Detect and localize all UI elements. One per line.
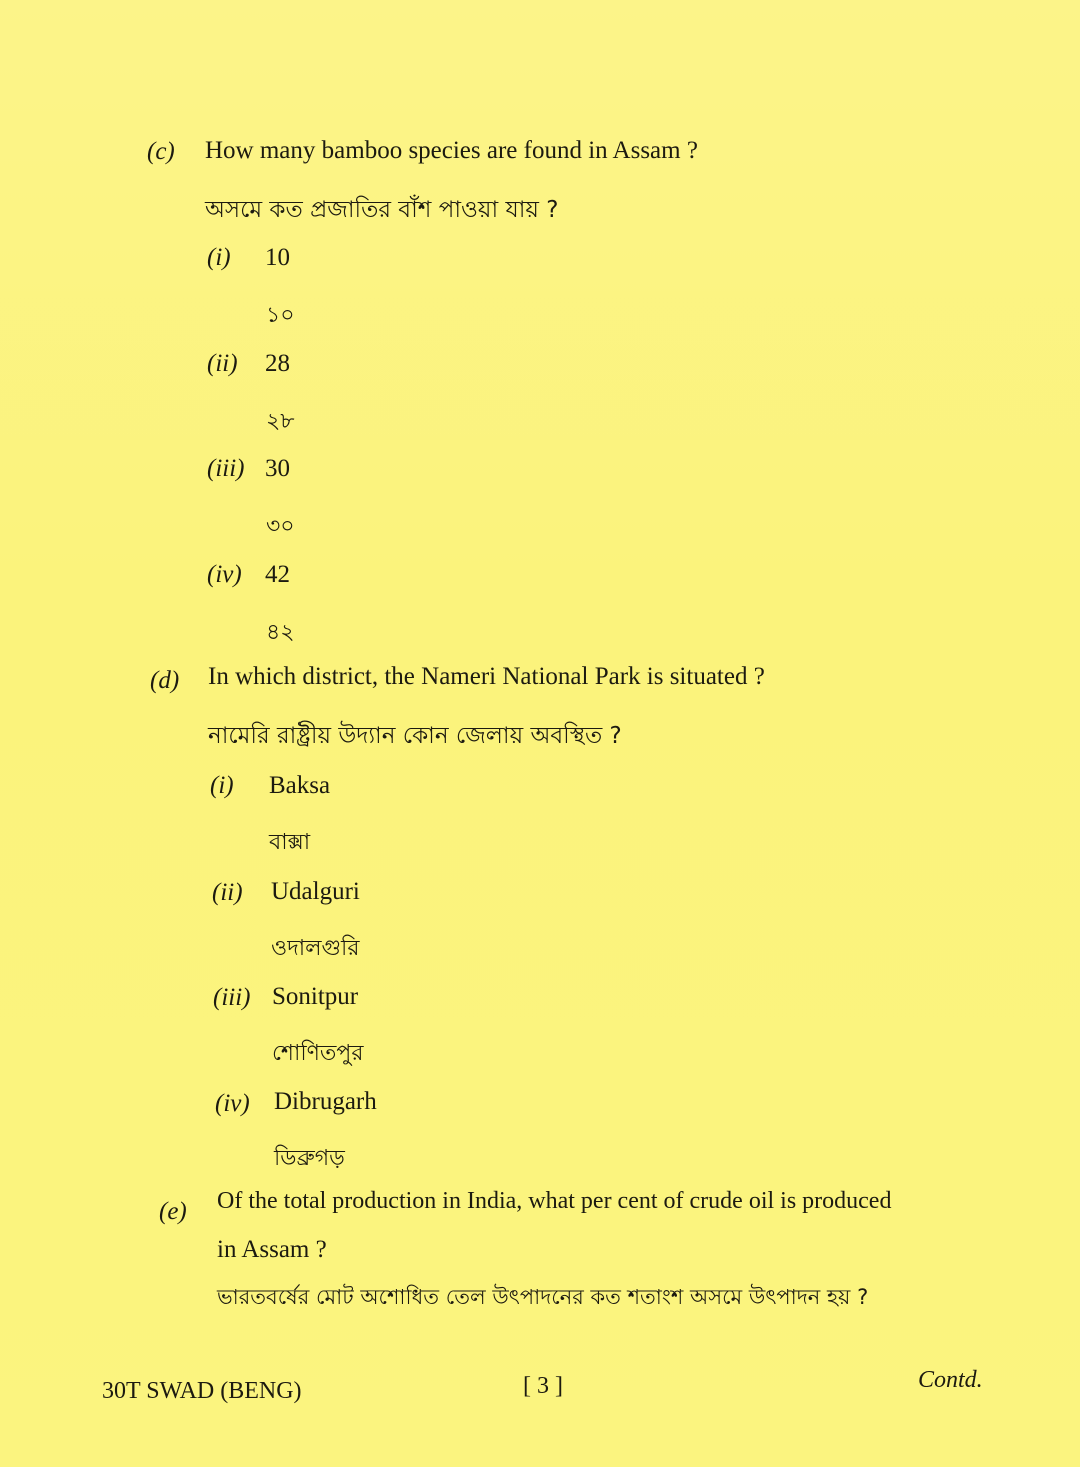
question-d-label: (d) <box>150 667 180 694</box>
option-text-bn: শোণিতপুর <box>272 1041 364 1066</box>
option-text-bn: ২৮ <box>266 409 295 434</box>
question-e-text-bn: ভারতবর্ষের মোট অশোধিত তেল উৎপাদনের কত শতাংশ অসমে উৎপাদন হয় ? <box>217 1285 869 1309</box>
option-label: (ii) <box>212 879 243 906</box>
option-text-en: 30 <box>265 455 290 482</box>
continued-label: Contd. <box>918 1367 983 1393</box>
question-c-text-en: How many bamboo species are found in Assam ? <box>205 137 698 164</box>
question-e-text-en-line2: in Assam ? <box>217 1236 327 1263</box>
option-label: (i) <box>207 244 231 271</box>
option-label: (i) <box>210 772 234 799</box>
option-text-bn: বাক্সা <box>269 830 311 855</box>
option-text-en: 10 <box>265 244 290 271</box>
question-c-label: (c) <box>147 138 175 165</box>
option-text-en: Baksa <box>269 772 331 799</box>
option-text-bn: ওদালগুরি <box>271 936 360 961</box>
question-c-text-bn: অসমে কত প্রজাতির বাঁশ পাওয়া যায় ? <box>205 197 559 223</box>
option-text-en: Udalguri <box>271 878 360 905</box>
page-number: [ 3 ] <box>523 1373 563 1399</box>
option-text-bn: ডিব্রুগড় <box>274 1146 345 1171</box>
option-text-bn: ৪২ <box>266 620 295 645</box>
question-e-text-en-line1: Of the total production in India, what per cent of crude oil is produced <box>217 1188 892 1214</box>
option-text-en: Dibrugarh <box>274 1088 377 1115</box>
option-text-bn: ৩০ <box>266 514 295 539</box>
option-label: (ii) <box>207 350 238 377</box>
option-label: (iii) <box>207 455 245 482</box>
option-label: (iv) <box>215 1090 250 1117</box>
option-text-en: 28 <box>265 350 290 377</box>
option-text-bn: ১০ <box>266 303 295 328</box>
option-label: (iii) <box>213 984 251 1011</box>
question-d-text-bn: নামেরি রাষ্ট্রীয় উদ্যান কোন জেলায় অবস্থিত ? <box>208 723 622 749</box>
option-text-en: 42 <box>265 561 290 588</box>
question-d-text-en: In which district, the Nameri National Park is situated ? <box>208 663 765 690</box>
paper-code: 30T SWAD (BENG) <box>102 1378 302 1404</box>
option-text-en: Sonitpur <box>272 983 359 1010</box>
question-e-label: (e) <box>159 1198 187 1225</box>
option-label: (iv) <box>207 561 242 588</box>
